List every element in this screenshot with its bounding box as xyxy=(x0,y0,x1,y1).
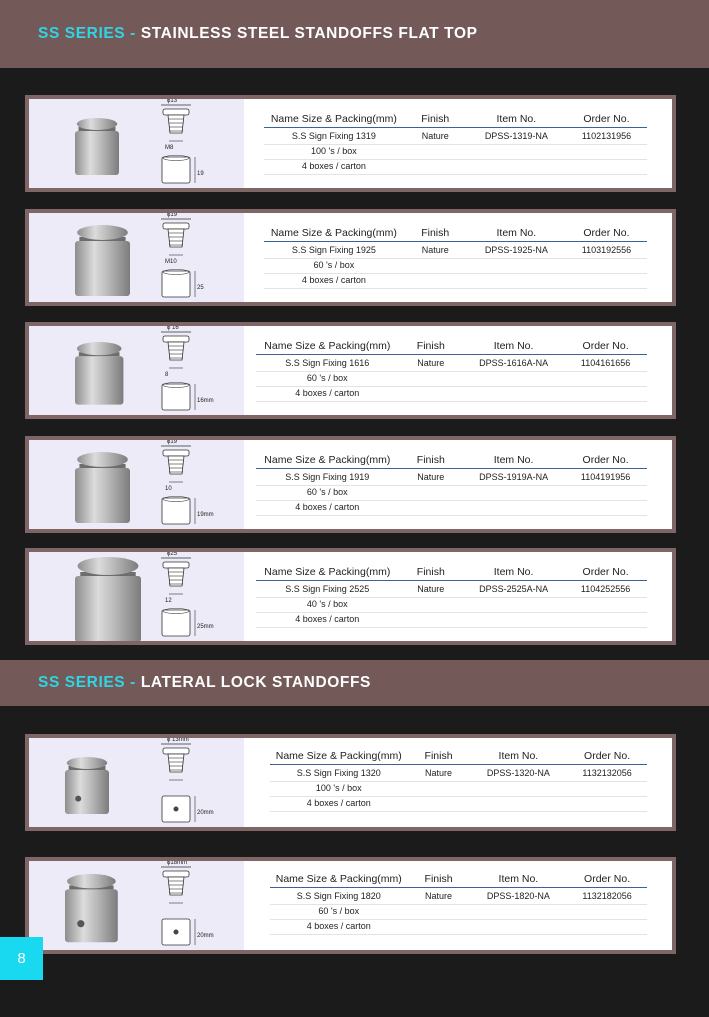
cell-order-no: 1104252556 xyxy=(580,584,631,594)
cell-item-no xyxy=(463,597,564,612)
standoff-photo xyxy=(63,872,120,950)
cell-name: S.S Sign Fixing 2525 xyxy=(285,584,370,594)
cell-finish: Nature xyxy=(421,131,449,141)
cell-order-no: 1103192556 xyxy=(581,245,632,255)
product-card xyxy=(25,95,676,192)
dimension-diameter-label: ϕ13 xyxy=(167,99,178,104)
dimension-drawing xyxy=(151,99,221,188)
product-image-panel xyxy=(29,861,244,950)
cell-order-no xyxy=(564,500,647,515)
cell-finish: Nature xyxy=(417,472,445,482)
product-image-panel xyxy=(29,326,244,415)
product-spec-table xyxy=(256,552,647,641)
dimension-height-label: 19 xyxy=(197,171,204,177)
product-spec-table xyxy=(270,738,647,827)
table-row xyxy=(256,597,647,613)
cell-item-no xyxy=(463,386,564,401)
header-name-size-packing: Name Size & Packing(mm) xyxy=(264,454,391,466)
dimension-diameter-label: ϕ 13mm xyxy=(167,738,189,743)
cell-item-no: DPSS-1616A-NA xyxy=(479,358,549,368)
banner-prefix: SS SERIES - xyxy=(38,674,141,691)
cell-name: 4 boxes / carton xyxy=(301,161,366,171)
cell-item-no xyxy=(470,781,568,796)
cell-item-no xyxy=(467,258,566,273)
dimension-thread-label: 12 xyxy=(165,598,172,604)
cell-name: 100 's / box xyxy=(310,146,357,156)
table-row xyxy=(270,781,647,797)
cell-name: 100 's / box xyxy=(315,783,362,793)
header-item-no: Item No. xyxy=(496,113,537,125)
cell-finish xyxy=(408,919,470,934)
cell-order-no xyxy=(564,371,647,386)
cell-name: S.S Sign Fixing 1319 xyxy=(291,131,376,141)
dimension-thread-label: 10 xyxy=(165,486,172,492)
cell-name: 60 's / box xyxy=(318,906,360,916)
cell-name: S.S Sign Fixing 1820 xyxy=(296,891,381,901)
cell-name: 4 boxes / carton xyxy=(306,798,371,808)
header-item-no: Item No. xyxy=(498,873,539,885)
cell-order-no xyxy=(567,781,647,796)
cell-finish xyxy=(404,144,467,159)
cell-name: 60 's / box xyxy=(313,260,355,270)
cell-item-no: DPSS-1320-NA xyxy=(486,768,550,778)
table-header-row xyxy=(256,340,647,355)
cell-order-no xyxy=(566,144,647,159)
cell-name: S.S Sign Fixing 1320 xyxy=(296,768,381,778)
product-image-panel xyxy=(29,738,244,827)
header-finish: Finish xyxy=(421,227,450,239)
standoff-photo xyxy=(73,340,125,413)
cell-name: 60 's / box xyxy=(306,487,348,497)
table-header-row xyxy=(264,113,647,128)
header-finish: Finish xyxy=(421,113,450,125)
header-finish: Finish xyxy=(416,340,445,352)
table-row xyxy=(270,919,647,935)
cell-finish: Nature xyxy=(417,584,445,594)
cell-order-no xyxy=(564,612,647,627)
cell-order-no: 1104191956 xyxy=(580,472,631,482)
cell-finish xyxy=(408,904,470,919)
product-card xyxy=(25,734,676,831)
header-order-no: Order No. xyxy=(584,873,631,885)
banner-title: STAINLESS STEEL STANDOFFS FLAT TOP xyxy=(140,25,478,42)
cell-name: S.S Sign Fixing 1925 xyxy=(291,245,376,255)
dimension-diameter-label: ϕ18mm xyxy=(167,861,188,866)
cell-order-no xyxy=(567,919,647,934)
cell-finish xyxy=(404,273,467,288)
product-spec-table xyxy=(256,326,647,415)
page-number: 8 xyxy=(0,937,43,980)
dimension-height-label: 20mm xyxy=(197,810,214,816)
header-name-size-packing: Name Size & Packing(mm) xyxy=(264,340,391,352)
product-card xyxy=(25,857,676,954)
table-row xyxy=(256,582,647,598)
table-row xyxy=(264,258,647,274)
banner-title: LATERAL LOCK STANDOFFS xyxy=(140,674,371,691)
cell-order-no xyxy=(567,904,647,919)
section-banner-lateral-lock xyxy=(0,660,709,706)
cell-item-no xyxy=(470,904,568,919)
header-name-size-packing: Name Size & Packing(mm) xyxy=(270,113,397,125)
cell-finish: Nature xyxy=(417,358,445,368)
header-finish: Finish xyxy=(416,566,445,578)
cell-item-no xyxy=(463,612,564,627)
product-spec-table xyxy=(264,213,647,302)
header-order-no: Order No. xyxy=(584,750,631,762)
product-image-panel xyxy=(29,440,244,529)
dimension-diameter-label: ϕ19 xyxy=(167,440,178,445)
table-row xyxy=(270,796,647,812)
header-order-no: Order No. xyxy=(582,454,629,466)
product-spec-table xyxy=(256,440,647,529)
cell-item-no xyxy=(470,796,568,811)
standoff-photo xyxy=(73,223,132,303)
cell-finish: Nature xyxy=(421,245,449,255)
product-image-panel xyxy=(29,213,244,302)
dimension-height-label: 25 xyxy=(197,285,204,291)
cell-finish xyxy=(399,386,463,401)
dimension-thread-label: 8 xyxy=(165,372,169,378)
header-item-no: Item No. xyxy=(493,566,534,578)
table-row xyxy=(270,904,647,920)
header-finish: Finish xyxy=(416,454,445,466)
table-row xyxy=(256,386,647,402)
cell-item-no xyxy=(467,144,566,159)
cell-order-no xyxy=(564,597,647,612)
table-row xyxy=(256,500,647,516)
table-header-row xyxy=(256,454,647,469)
header-name-size-packing: Name Size & Packing(mm) xyxy=(275,873,402,885)
cell-item-no xyxy=(467,159,566,174)
cell-order-no xyxy=(564,485,647,500)
table-row xyxy=(270,766,647,782)
header-order-no: Order No. xyxy=(582,566,629,578)
product-card xyxy=(25,322,676,419)
dimension-drawing xyxy=(151,213,221,302)
cell-order-no xyxy=(564,386,647,401)
product-card xyxy=(25,436,676,533)
dimension-diameter-label: ϕ 16 xyxy=(167,326,179,331)
dimension-height-label: 19mm xyxy=(197,512,214,518)
cell-item-no xyxy=(463,485,564,500)
cell-item-no: DPSS-1925-NA xyxy=(484,245,548,255)
cell-name: 4 boxes / carton xyxy=(295,502,360,512)
header-order-no: Order No. xyxy=(583,227,630,239)
cell-finish xyxy=(408,796,470,811)
cell-order-no: 1132132056 xyxy=(582,768,632,778)
cell-finish xyxy=(399,597,463,612)
product-spec-table xyxy=(264,99,647,188)
table-header-row xyxy=(270,750,647,765)
table-row xyxy=(256,356,647,372)
product-spec-table xyxy=(270,861,647,950)
cell-name: 60 's / box xyxy=(306,373,348,383)
product-card xyxy=(25,209,676,306)
table-row xyxy=(264,144,647,160)
table-row xyxy=(264,159,647,175)
header-item-no: Item No. xyxy=(498,750,539,762)
table-row xyxy=(264,243,647,259)
table-header-row xyxy=(256,566,647,581)
cell-item-no: DPSS-1319-NA xyxy=(484,131,548,141)
cell-item-no xyxy=(467,273,566,288)
header-finish: Finish xyxy=(424,873,453,885)
dimension-height-label: 25mm xyxy=(197,624,214,630)
dimension-thread-label: M10 xyxy=(165,259,177,265)
header-item-no: Item No. xyxy=(496,227,537,239)
cell-name: S.S Sign Fixing 1616 xyxy=(285,358,370,368)
standoff-photo xyxy=(73,555,143,642)
cell-finish xyxy=(399,612,463,627)
cell-item-no: DPSS-1820-NA xyxy=(486,891,550,901)
product-image-panel xyxy=(29,99,244,188)
cell-item-no xyxy=(470,919,568,934)
header-name-size-packing: Name Size & Packing(mm) xyxy=(270,227,397,239)
cell-finish xyxy=(399,500,463,515)
cell-order-no: 1132182056 xyxy=(582,891,632,901)
cell-finish xyxy=(399,371,463,386)
header-name-size-packing: Name Size & Packing(mm) xyxy=(275,750,402,762)
header-item-no: Item No. xyxy=(493,454,534,466)
table-header-row xyxy=(270,873,647,888)
cell-finish xyxy=(404,159,467,174)
header-item-no: Item No. xyxy=(493,340,534,352)
table-row xyxy=(270,889,647,905)
cell-order-no xyxy=(566,258,647,273)
banner-prefix: SS SERIES - xyxy=(38,25,141,42)
product-card xyxy=(25,548,676,645)
cell-finish xyxy=(399,485,463,500)
table-row xyxy=(256,470,647,486)
header-order-no: Order No. xyxy=(582,340,629,352)
cell-name: 4 boxes / carton xyxy=(295,614,360,624)
standoff-photo xyxy=(73,116,121,183)
dimension-diameter-label: ϕ19 xyxy=(167,213,178,218)
cell-item-no: DPSS-2525A-NA xyxy=(479,584,549,594)
standoff-photo xyxy=(73,450,132,530)
cell-finish: Nature xyxy=(425,891,453,901)
product-image-panel xyxy=(29,552,244,641)
table-row xyxy=(256,485,647,501)
dimension-height-label: 20mm xyxy=(197,933,214,939)
cell-item-no xyxy=(463,500,564,515)
table-header-row xyxy=(264,227,647,242)
dimension-thread-label: M8 xyxy=(165,145,174,151)
table-row xyxy=(256,612,647,628)
header-name-size-packing: Name Size & Packing(mm) xyxy=(264,566,391,578)
cell-name: 4 boxes / carton xyxy=(306,921,371,931)
cell-finish xyxy=(404,258,467,273)
cell-order-no xyxy=(566,159,647,174)
cell-finish xyxy=(408,781,470,796)
table-row xyxy=(256,371,647,387)
table-row xyxy=(264,129,647,145)
cell-name: 4 boxes / carton xyxy=(295,388,360,398)
header-order-no: Order No. xyxy=(583,113,630,125)
table-row xyxy=(264,273,647,289)
cell-name: S.S Sign Fixing 1919 xyxy=(285,472,370,482)
header-finish: Finish xyxy=(424,750,453,762)
cell-order-no xyxy=(567,796,647,811)
cell-order-no: 1102131956 xyxy=(581,131,632,141)
dimension-height-label: 16mm xyxy=(197,398,214,404)
standoff-photo xyxy=(63,755,111,822)
dimension-diameter-label: ϕ25 xyxy=(167,552,178,557)
cell-order-no xyxy=(566,273,647,288)
cell-finish: Nature xyxy=(425,768,453,778)
cell-name: 40 's / box xyxy=(306,599,348,609)
cell-item-no: DPSS-1919A-NA xyxy=(479,472,549,482)
cell-item-no xyxy=(463,371,564,386)
cell-name: 4 boxes / carton xyxy=(301,275,366,285)
cell-order-no: 1104161656 xyxy=(580,358,631,368)
section-banner-flat-top xyxy=(0,0,709,68)
